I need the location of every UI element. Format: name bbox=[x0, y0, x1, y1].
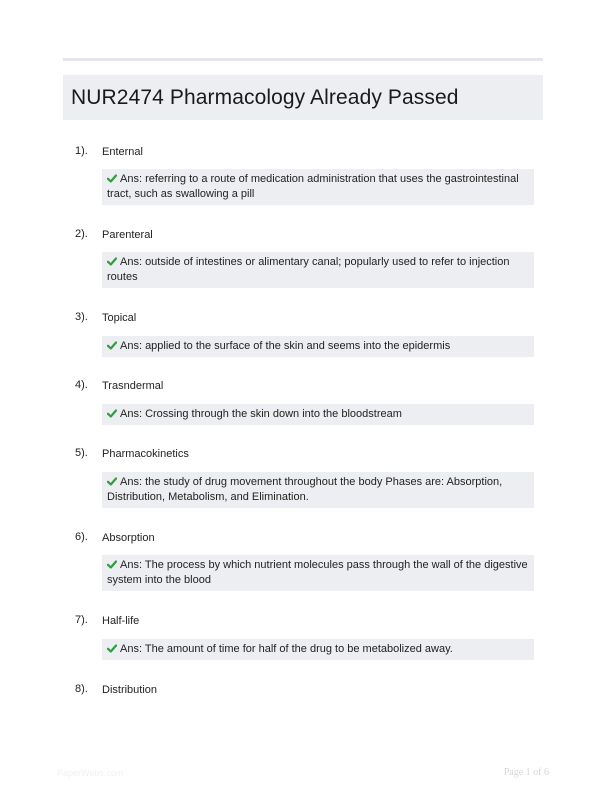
answer-text: Ans: applied to the surface of the skin and seems into the epidermis bbox=[120, 340, 451, 352]
checkmark-icon bbox=[107, 477, 117, 486]
answer-text: Ans: The amount of time for half of the drug to be metabolized away. bbox=[120, 643, 453, 655]
answer-text: Ans: The process by which nutrient molecules pass through the wall of the digestive system into the blood bbox=[107, 559, 528, 586]
checkmark-icon bbox=[107, 174, 117, 183]
answer-box bbox=[102, 169, 534, 205]
answer-text: Ans: Crossing through the skin down into the bloodstream bbox=[120, 408, 402, 420]
question-term: Absorption bbox=[102, 532, 155, 544]
question-term: Enternal bbox=[102, 146, 143, 158]
question-number: 1). bbox=[75, 145, 88, 157]
question-number: 2). bbox=[75, 228, 88, 240]
answer-text: Ans: the study of drug movement throughout the body Phases are: Absorption, Distribution, Metabolism, and Elimination. bbox=[107, 476, 503, 503]
question-term: Trasndermal bbox=[102, 380, 164, 392]
checkmark-icon bbox=[107, 560, 117, 569]
checkmark-icon bbox=[107, 341, 117, 350]
checkmark-icon bbox=[107, 257, 117, 266]
checkmark-icon bbox=[107, 409, 117, 418]
answer-text: Ans: referring to a route of medication administration that uses the gastrointestinal tract, such as swallowing a pill bbox=[107, 173, 519, 200]
question-number: 7). bbox=[75, 614, 88, 626]
answer-text: Ans: outside of intestines or alimentary canal; popularly used to refer to injection routes bbox=[107, 256, 510, 283]
question-term: Parenteral bbox=[102, 229, 153, 241]
question-number: 3). bbox=[75, 311, 88, 323]
watermark-text: PaperWebs.com bbox=[57, 768, 124, 778]
question-term: Pharmacokinetics bbox=[102, 448, 189, 460]
page-title: NUR2474 Pharmacology Already Passed bbox=[71, 85, 459, 109]
question-number: 4). bbox=[75, 379, 88, 391]
answer-box bbox=[102, 404, 534, 425]
question-number: 6). bbox=[75, 531, 88, 543]
answer-box bbox=[102, 252, 534, 288]
top-divider bbox=[63, 58, 543, 61]
page-number: Page 1 of 6 bbox=[503, 767, 549, 778]
answer-box bbox=[102, 472, 534, 508]
question-term: Topical bbox=[102, 312, 137, 324]
question-term: Half-life bbox=[102, 615, 140, 627]
answer-box bbox=[102, 555, 534, 591]
question-number: 8). bbox=[75, 683, 88, 695]
question-term: Distribution bbox=[102, 684, 158, 696]
answer-box bbox=[102, 639, 534, 660]
checkmark-icon bbox=[107, 644, 117, 653]
answer-box bbox=[102, 336, 534, 357]
title-bar bbox=[63, 75, 543, 120]
question-number: 5). bbox=[75, 447, 88, 459]
